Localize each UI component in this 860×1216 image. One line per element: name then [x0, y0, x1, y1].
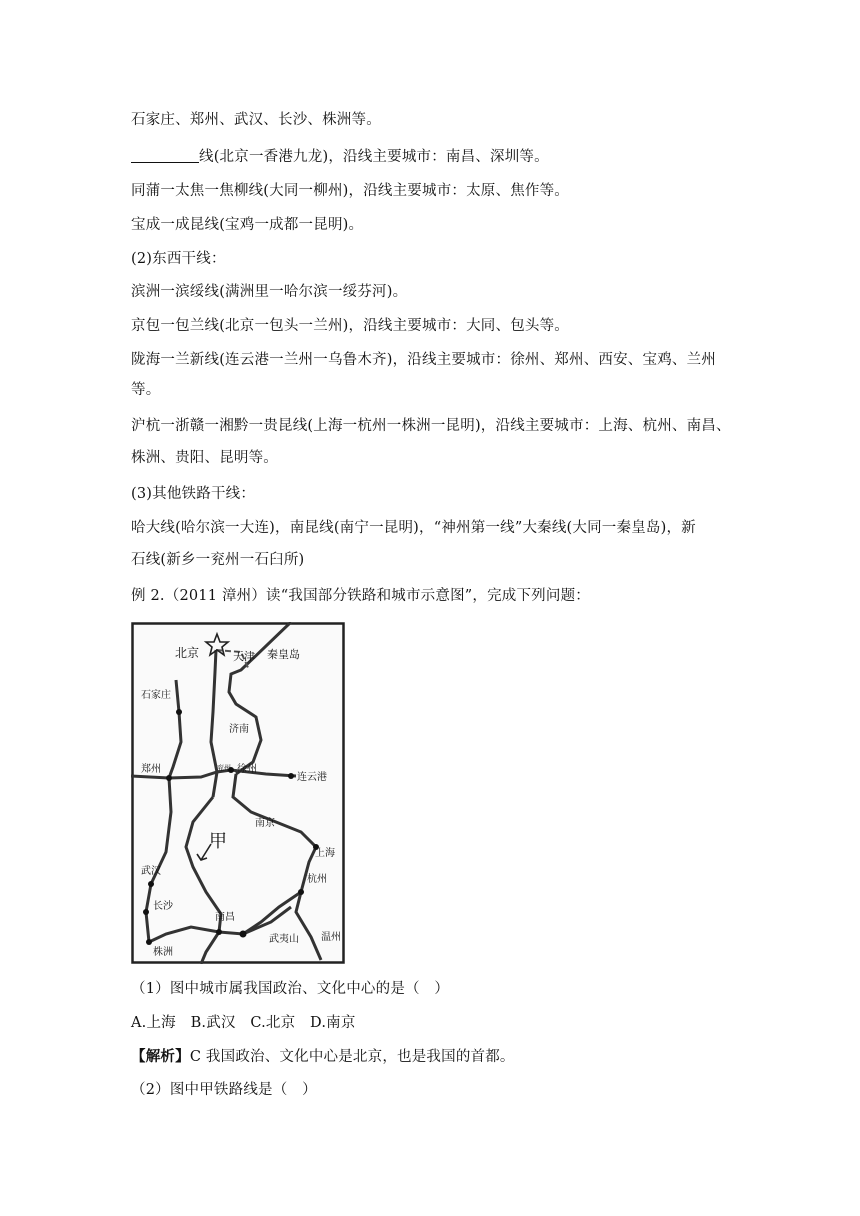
analysis-text: C 我国政治、文化中心是北京，也是我国的首都。	[189, 1049, 515, 1065]
question-2: （2）图中甲铁路线是（ ）	[131, 1082, 317, 1098]
text-line-11: 株洲、贵阳、昆明等。	[131, 450, 278, 466]
map-label-shanghai: 上海	[315, 848, 335, 859]
map-label-lianyungang: 连云港	[297, 772, 327, 783]
text-line-13: 哈大线(哈尔滨一大连)，南昆线(南宁一昆明)，“神州第一线”大秦线(大同一秦皇岛)，新	[131, 520, 696, 536]
map-label-hangzhou: 杭州	[307, 874, 327, 885]
map-label-jia: 甲	[209, 831, 227, 852]
text-line-1: 石家庄、郑州、武汉、长沙、株洲等。	[131, 112, 381, 128]
map-label-zhuzhou: 株洲	[153, 947, 173, 958]
railway-map-figure	[131, 622, 345, 964]
map-label-nanjing: 南京	[255, 818, 275, 829]
text-line-3: 同蒲一太焦一焦柳线(大同一柳州)，沿线主要城市：太原、焦作等。	[131, 183, 570, 199]
question-1: （1）图中城市属我国政治、文化中心的是（ ）	[131, 981, 450, 997]
text-line-2-suffix: 线(北京一香港九龙)，沿线主要城市：南昌、深圳等。	[199, 149, 549, 165]
text-line-2	[131, 147, 731, 167]
analysis-line	[131, 1047, 731, 1067]
map-label-shijiazhuang: 石家庄	[141, 690, 171, 701]
text-line-7: 京包一包兰线(北京一包头一兰州)，沿线主要城市：大同、包头等。	[131, 318, 570, 334]
text-line-9: 等。	[131, 382, 161, 398]
map-label-wuyishan: 武夷山	[269, 934, 299, 945]
text-line-14: 石线(新乡一兖州一石臼所)	[131, 552, 305, 568]
map-label-wenzhou: 温州	[321, 932, 341, 943]
section-heading-east-west: (2)东西干线：	[131, 251, 226, 267]
section-heading-other: (3)其他铁路干线：	[131, 486, 256, 502]
fill-in-blank[interactable]	[131, 148, 199, 163]
map-label-changsha: 长沙	[153, 901, 173, 912]
text-line-4: 宝成一成昆线(宝鸡一成都一昆明)。	[131, 217, 364, 233]
question-1-options: A.上海 B.武汉 C.北京 D.南京	[131, 1015, 356, 1031]
map-label-wuhan: 武汉	[141, 866, 161, 877]
map-label-beijing: 北京	[175, 646, 200, 660]
railway-map-svg	[131, 622, 345, 964]
map-label-jinan: 济南	[229, 724, 249, 735]
analysis-label: 【解析】	[131, 1048, 190, 1065]
map-label-yanzhou: 兖州	[217, 764, 231, 772]
map-label-xuzhou: 徐州	[237, 764, 257, 775]
map-label-tianjin: 天津	[233, 650, 255, 663]
map-label-qinhuangdao: 秦皇岛	[267, 648, 300, 661]
text-line-8: 陇海一兰新线(连云港一兰州一乌鲁木齐)，沿线主要城市：徐州、郑州、西安、宝鸡、兰州	[131, 352, 717, 368]
example-heading: 例 2.（2011 漳州）读“我国部分铁路和城市示意图”，完成下列问题：	[131, 588, 590, 604]
text-line-10: 沪杭一浙赣一湘黔一贵昆线(上海一杭州一株洲一昆明)，沿线主要城市：上海、杭州、南昌、	[131, 418, 731, 434]
text-line-6: 滨洲一滨绥线(满洲里一哈尔滨一绥芬河)。	[131, 284, 408, 300]
map-label-nanchang: 南昌	[215, 912, 235, 923]
map-label-zhengzhou: 郑州	[141, 764, 161, 775]
